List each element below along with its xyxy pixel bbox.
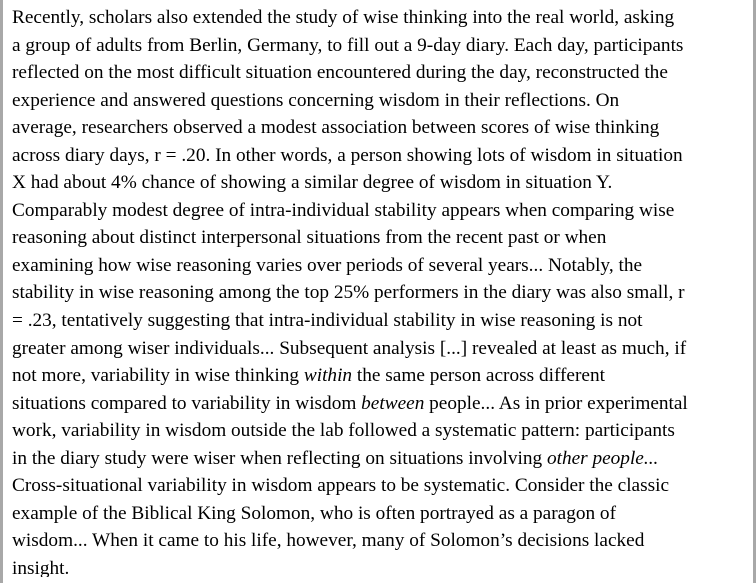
text-line: Comparably modest degree of intra-individual stability appears when comparing wise — [12, 199, 675, 221]
text-line: wisdom... When it came to his life, however, many of Solomon’s decisions lacked — [12, 530, 645, 552]
text-segment: the same person across different — [352, 365, 605, 387]
text-line: a group of adults from Berlin, Germany, to fill out a 9-day diary. Each day, participants — [12, 34, 684, 56]
text-line: work, variability in wisdom outside the lab followed a systematic pattern: participants — [12, 420, 675, 442]
text-segment: not more, variability in wise thinking — [12, 365, 304, 387]
emphasis-other-people: other people... — [546, 447, 659, 469]
text-line: insight. — [12, 557, 70, 577]
text-line: across diary days, r = .20. In other words, a person showing lots of wisdom in situation — [12, 144, 683, 166]
emphasis-between: between — [361, 392, 425, 414]
text-line: greater among wiser individuals... Subsequent analysis [...] revealed at least as much, if — [12, 337, 687, 359]
text-line: average, researchers observed a modest association between scores of wise thinking — [12, 117, 660, 139]
text-segment: situations compared to variability in wisdom — [12, 392, 362, 414]
text-line — [12, 445, 752, 473]
text-line: stability in wise reasoning among the top 25% performers in the diary was also small, r — [12, 282, 685, 304]
text-line: examining how wise reasoning varies over periods of several years... Notably, the — [12, 254, 643, 276]
text-segment: in the diary study were wiser when reflecting on situations involving — [12, 447, 547, 469]
emphasis-within: within — [303, 365, 353, 387]
text-line: X had about 4% chance of showing a similar degree of wisdom in situation Y. — [12, 172, 613, 194]
text-line — [12, 362, 752, 390]
text-line: experience and answered questions concerning wisdom in their reflections. On — [12, 89, 620, 111]
text-segment: people... As in prior experimental — [424, 392, 688, 414]
body-paragraph — [12, 4, 752, 577]
text-line: Cross-situational variability in wisdom appears to be systematic. Consider the classic — [12, 475, 670, 497]
text-line: = .23, tentatively suggesting that intra-individual stability in wise reasoning is not — [12, 310, 643, 332]
text-line — [12, 390, 752, 418]
text-line: example of the Biblical King Solomon, who is often portrayed as a paragon of — [12, 502, 616, 524]
text-line: reasoning about distinct interpersonal situations from the recent past or when — [12, 227, 607, 249]
text-line: reflected on the most difficult situation encountered during the day, reconstructed the — [12, 62, 668, 84]
text-line: Recently, scholars also extended the study of wise thinking into the real world, asking — [12, 7, 675, 28]
left-page-edge — [0, 0, 3, 583]
